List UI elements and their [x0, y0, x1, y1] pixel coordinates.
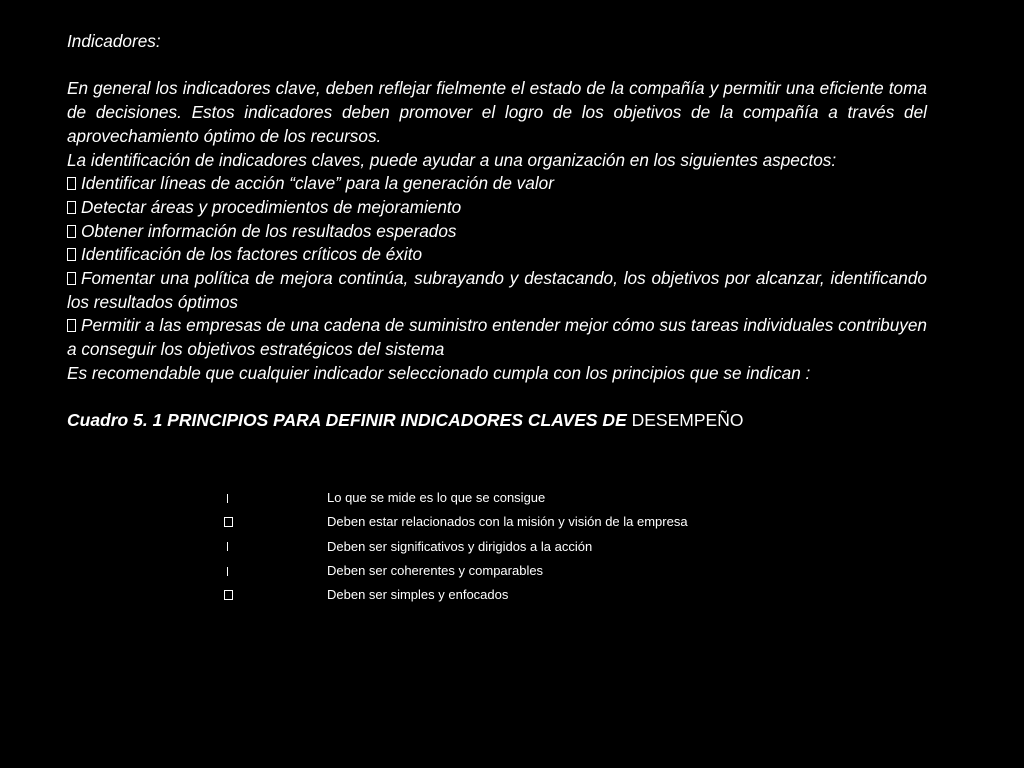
- principle-text: Deben ser coherentes y comparables: [327, 562, 544, 578]
- bullet-text: Permitir a las empresas de una cadena de suministro entender mejor cómo sus tareas individuales contribuyen a conseguir los objetivos estratégicos del sistema: [67, 315, 927, 360]
- principle-text: Lo que se mide es lo que se consigue: [327, 490, 546, 505]
- row-marker: [222, 494, 327, 503]
- caption-last-word: DESEMPEÑO: [631, 410, 744, 431]
- bullet-text: Identificación de los factores críticos de éxito: [81, 244, 423, 265]
- spacer: [67, 54, 927, 78]
- box-bullet-icon: [224, 590, 233, 600]
- bullet-text: Detectar áreas y procedimientos de mejoramiento: [81, 196, 462, 217]
- principle-text: Deben estar relacionados con la misión y visión de la empresa: [327, 514, 688, 530]
- box-bullet-icon: [67, 201, 76, 214]
- row-marker: [222, 542, 327, 551]
- bullet-text: Identificar líneas de acción “clave” para la generación de valor: [81, 173, 554, 194]
- bullet-text: Obtener información de los resultados esperados: [81, 220, 457, 241]
- principles-table: [222, 486, 782, 607]
- bar-bullet-icon: [227, 494, 228, 503]
- box-bullet-icon: [67, 225, 76, 238]
- table-row: [222, 486, 782, 510]
- box-bullet-icon: [67, 272, 76, 285]
- bar-bullet-icon: [227, 542, 228, 551]
- table-row: [222, 559, 782, 583]
- bullet-text: Fomentar una política de mejora continúa, subrayando y destacando, los objetivos por alcanzar, identificando los resultados óptimos: [67, 268, 927, 312]
- intro-paragraph: En general los indicadores clave, deben reflejar fielmente el estado de la compañía y permitir una eficiente toma de decisiones. Estos indicadores deben promover el logro de los objetivos de la compañía a través del aprovechamiento óptimo de los recursos.: [67, 78, 927, 146]
- row-marker: [222, 517, 327, 527]
- recommendation-paragraph: Es recomendable que cualquier indicador seleccionado cumpla con los principios que se indican :: [67, 362, 811, 383]
- slide-content: [67, 30, 927, 433]
- bullet-item: [67, 267, 927, 314]
- bullet-item: [67, 243, 927, 267]
- box-bullet-icon: [67, 177, 76, 190]
- caption-text: Cuadro 5. 1 PRINCIPIOS PARA DEFINIR INDICADORES CLAVES DE: [67, 410, 627, 431]
- spacer: [67, 386, 927, 410]
- principle-text: Deben ser simples y enfocados: [327, 587, 509, 603]
- table-row: [222, 535, 782, 559]
- section-heading: Indicadores:: [67, 31, 161, 51]
- table-row: [222, 510, 782, 534]
- box-bullet-icon: [67, 248, 76, 261]
- row-marker: [222, 590, 327, 600]
- row-marker: [222, 567, 327, 576]
- bullet-item: [67, 220, 927, 244]
- bar-bullet-icon: [227, 567, 228, 576]
- box-bullet-icon: [224, 517, 233, 527]
- bullet-item: [67, 314, 927, 361]
- identification-paragraph: La identificación de indicadores claves, puede ayudar a una organización en los siguientes aspectos:: [67, 149, 837, 170]
- principle-text: Deben ser significativos y dirigidos a la acción: [327, 538, 593, 554]
- bullet-item: [67, 172, 927, 196]
- table-row: [222, 583, 782, 607]
- bullet-item: [67, 196, 927, 220]
- table-caption: [67, 409, 927, 433]
- box-bullet-icon: [67, 319, 76, 332]
